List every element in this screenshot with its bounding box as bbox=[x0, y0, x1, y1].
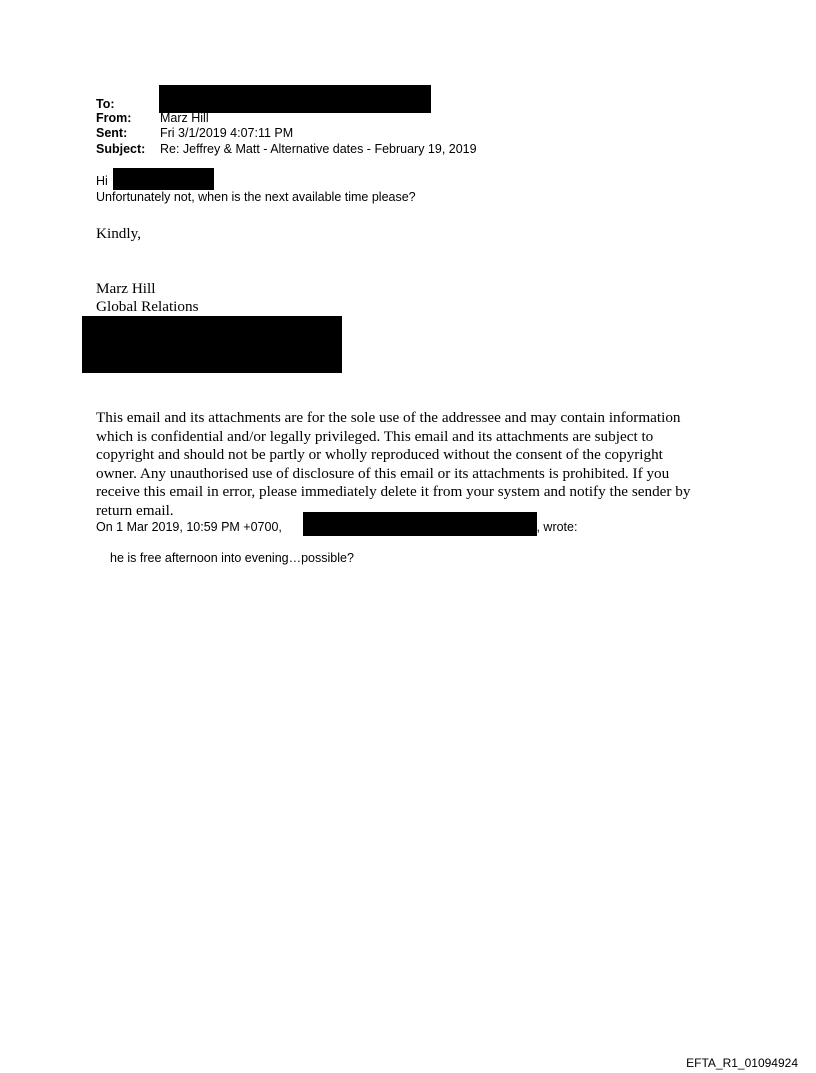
quote-attribution-suffix: r, wrote: bbox=[533, 520, 578, 534]
greeting-text: Hi bbox=[96, 174, 108, 188]
redacted-to-recipient bbox=[159, 85, 431, 113]
from-label: From: bbox=[96, 111, 132, 125]
disclaimer-line: owner. Any unauthorised use of disclosure of this email or its attachments is prohibited. If you bbox=[96, 464, 670, 482]
subject-label: Subject: bbox=[96, 142, 146, 156]
disclaimer-line: copyright and should not be partly or wholly reproduced without the consent of the copyright bbox=[96, 446, 663, 463]
redacted-quote-sender bbox=[303, 512, 537, 536]
sent-label: Sent: bbox=[96, 126, 128, 140]
quoted-message: he is free afternoon into evening…possible? bbox=[110, 551, 354, 565]
sent-value: Fri 3/1/2019 4:07:11 PM bbox=[160, 126, 294, 140]
signature-title: Global Relations bbox=[96, 298, 199, 315]
document-id: EFTA_R1_01094924 bbox=[686, 1056, 798, 1070]
signature-name: Marz Hill bbox=[96, 280, 156, 297]
closing: Kindly, bbox=[96, 225, 141, 242]
redacted-signature-block bbox=[82, 316, 342, 373]
body-message: Unfortunately not, when is the next available time please? bbox=[96, 190, 416, 204]
from-value: Marz Hill bbox=[160, 111, 209, 125]
disclaimer-line: return email. bbox=[96, 501, 174, 519]
disclaimer-line: receive this email in error, please immediately delete it from your system and notify the sender by bbox=[96, 483, 691, 500]
subject-value: Re: Jeffrey & Matt - Alternative dates - February 19, 2019 bbox=[160, 142, 477, 156]
confidentiality-disclaimer bbox=[96, 409, 736, 520]
to-label: To: bbox=[96, 97, 115, 111]
redacted-greeting-name bbox=[113, 168, 214, 190]
greeting bbox=[96, 174, 108, 189]
quote-attribution-prefix: On 1 Mar 2019, 10:59 PM +0700, bbox=[96, 520, 282, 534]
disclaimer-line: which is confidential and/or legally privileged. This email and its attachments are subject to bbox=[96, 427, 654, 445]
disclaimer-line: This email and its attachments are for the sole use of the addressee and may contain information bbox=[96, 409, 681, 426]
